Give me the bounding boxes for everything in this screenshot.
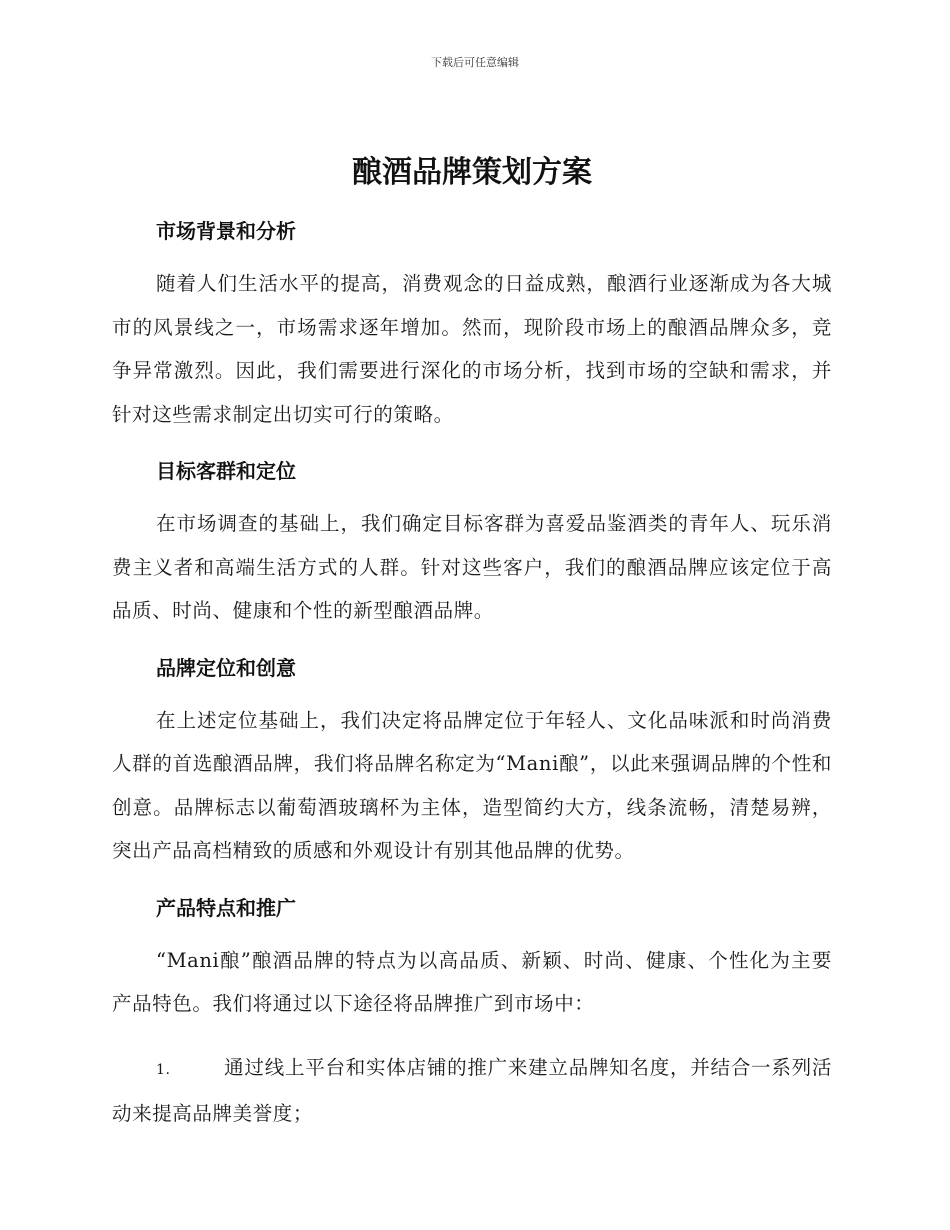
paragraph-target: 在市场调查的基础上，我们确定目标客群为喜爱品鉴酒类的青年人、玩乐消费主义者和高端生活方式的人群。针对这些客户，我们的酿酒品牌应该定位于高品质、时尚、健康和个性的新型酿酒品牌。 bbox=[112, 512, 832, 622]
list-item-text: 通过线上平台和实体店铺的推广来建立品牌知名度，并结合一系列活动来提高品牌美誉度； bbox=[112, 1055, 832, 1125]
section-heading-market: 市场背景和分析 bbox=[156, 219, 296, 243]
section-heading-product: 产品特点和推广 bbox=[156, 895, 296, 920]
header-note: 下载后可任意编辑 bbox=[431, 56, 519, 69]
section-heading-brand: 品牌定位和创意 bbox=[156, 655, 296, 680]
list-item-number: 1. bbox=[156, 1061, 171, 1078]
section-heading-target: 目标客群和定位 bbox=[156, 459, 296, 483]
list-item bbox=[112, 1046, 832, 1136]
paragraph-market: 随着人们生活水平的提高，消费观念的日益成熟，酿酒行业逐渐成为各大城市的风景线之一，市场需求逐年增加。然而，现阶段市场上的酿酒品牌众多，竞争异常激烈。因此，我们需要进行深化的市场分析，找到市场的空缺和需求，并针对这些需求制定出切实可行的策略。 bbox=[112, 272, 832, 426]
paragraph-brand: 在上述定位基础上，我们决定将品牌定位于年轻人、文化品味派和时尚消费人群的首选酿酒品牌，我们将品牌名称定为“Mani酿”，以此来强调品牌的个性和创意。品牌标志以葡萄酒玻璃杯为主体，造型简约大方，线条流畅，清楚易辨，突出产品高档精致的质感和外观设计有别其他品牌的优势。 bbox=[112, 708, 832, 862]
paragraph-product: “Mani酿”酿酒品牌的特点为以高品质、新颖、时尚、健康、个性化为主要产品特色。我们将通过以下途径将品牌推广到市场中： bbox=[112, 948, 832, 1015]
document-body bbox=[112, 150, 832, 1136]
document-title: 酿酒品牌策划方案 bbox=[352, 155, 592, 190]
